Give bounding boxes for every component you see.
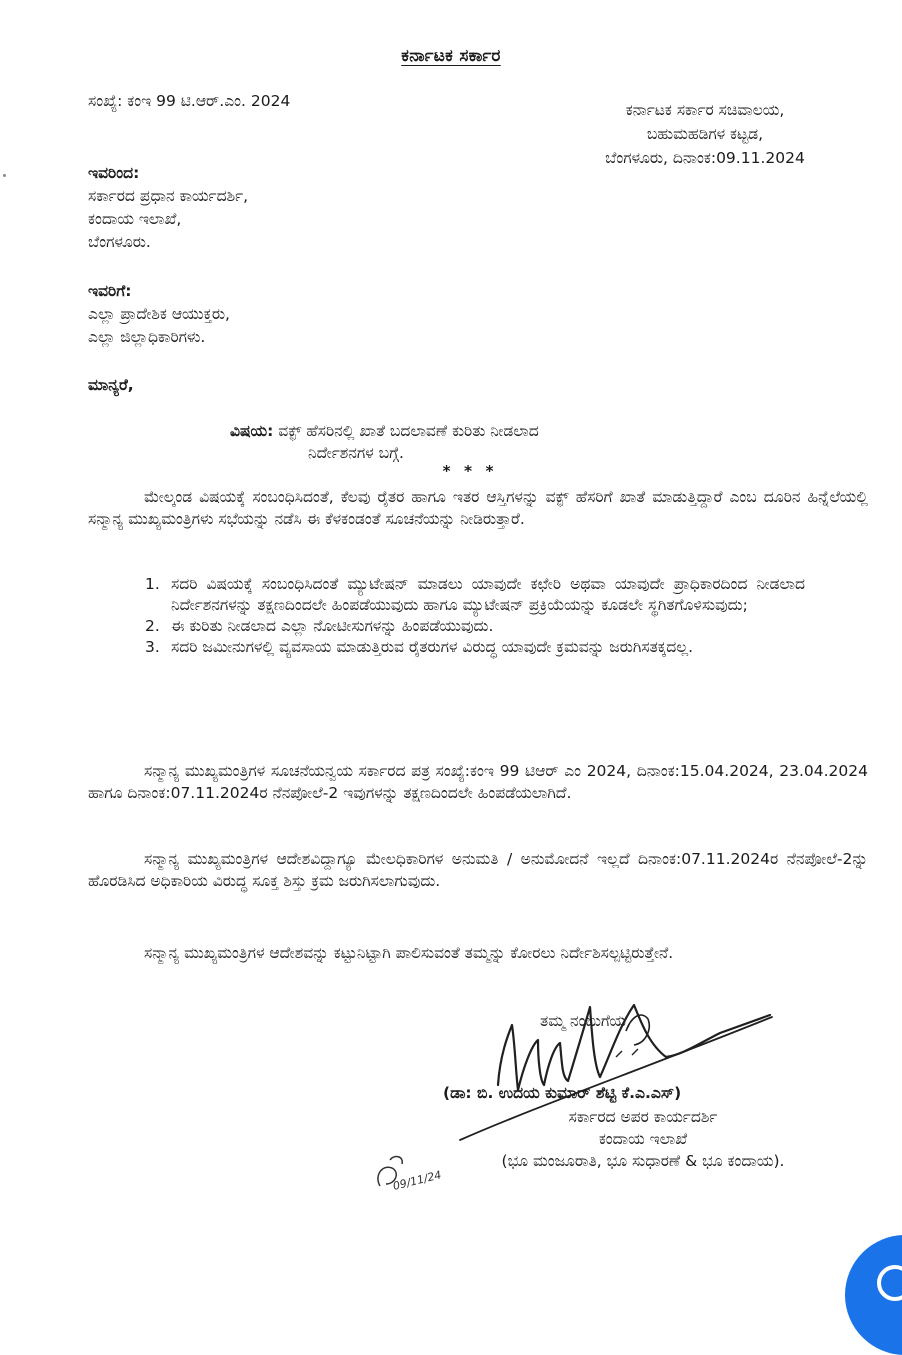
to-block	[88, 280, 230, 349]
designation-line: ಕಂದಾಯ ಇಲಾಖೆ	[598, 1130, 688, 1148]
list-item-text: ಸದರಿ ವಿಷಯಕ್ಕೆ ಸಂಬಂಧಿಸಿದಂತೆ ಮ್ಯುಟೇಷನ್ ಮಾಡಲು ಯಾವುದೇ ಕಛೇರಿ ಅಥವಾ ಯಾವುದೇ ಪ್ರಾಧಿಕಾರದಿಂದ ನೀಡಲಾದ ನಿರ್ದೇಶನಗಳನ್ನು ತಕ್ಷಣದಿಂದಲೇ ಹಿಂಪಡೆಯುವುದು ಹಾಗೂ ಮ್ಯುಟೇಷನ್ ಪ್ರಕ್ರಿಯೆಯನ್ನು ಕೂಡಲೇ ಸ್ಥಗಿತಗೊಳಿಸುವುದು;	[171, 575, 805, 614]
from-label: ಇವರಿಂದ:	[88, 164, 140, 182]
from-line: ಕಂದಾಯ ಇಲಾಖೆ,	[88, 210, 182, 228]
closing-text: ತಮ್ಮ ನಂಬುಗೆಯ,	[540, 1012, 631, 1030]
paragraph-text: ಸನ್ಮಾನ್ಯ ಮುಖ್ಯಮಂತ್ರಿಗಳ ಸೂಚನೆಯನ್ವಯ ಸರ್ಕಾರದ ಪತ್ರ ಸಂಖ್ಯೆ:ಕಂಇ 99 ಟಿಆರ್ ಎಂ 2024, ದಿನಾಂಕ:15.04.2024, 23.04.2024 ಹಾಗೂ ದಿನಾಂಕ:07.11.2024ರ ನೆನಪೋಲೆ-2 ಇವುಗಳನ್ನು ತಕ್ಷಣದಿಂದಲೇ ಹಿಂಪಡೆಯಲಾಗಿದೆ.	[88, 762, 868, 802]
list-item-number: 2.	[145, 617, 160, 635]
subject-line: ವಕ್ಫ್ ಹೆಸರಿನಲ್ಲಿ ಖಾತೆ ಬದಲಾವಣೆ ಕುರಿತು ನೀಡಲಾದ	[278, 422, 539, 440]
initials-date: 09/11/24	[391, 1168, 443, 1193]
designation-line: (ಭೂ ಮಂಜೂರಾತಿ, ಭೂ ಸುಧಾರಣೆ & ಭೂ ಕಂದಾಯ).	[501, 1152, 785, 1170]
search-icon	[877, 1265, 902, 1301]
signatory-designation	[443, 1106, 843, 1172]
to-line: ಎಲ್ಲಾ ಪ್ರಾದೇಶಿಕ ಆಯುಕ್ತರು,	[88, 305, 230, 323]
letter-heading: ಕರ್ನಾಟಕ ಸರ್ಕಾರ	[401, 46, 501, 66]
from-line: ಬೆಂಗಳೂರು.	[88, 233, 151, 251]
initials-mark	[370, 1148, 460, 1198]
list-item-text: ಸದರಿ ಜಮೀನುಗಳಲ್ಲಿ ವ್ಯವಸಾಯ ಮಾಡುತ್ತಿರುವ ರೈತರುಗಳ ವಿರುದ್ಧ ಯಾವುದೇ ಕ್ರಮವನ್ನು ಜರುಗಿಸತಕ್ಕದಲ್ಲ.	[171, 638, 694, 656]
to-line: ಎಲ್ಲಾ ಜಿಲ್ಲಾಧಿಕಾರಿಗಳು.	[88, 328, 206, 346]
list-item	[145, 616, 805, 637]
list-item-text: ಈ ಕುರಿತು ನೀಡಲಾದ ಎಲ್ಲಾ ನೋಟೀಸುಗಳನ್ನು ಹಿಂಪಡೆಯುವುದು.	[171, 617, 494, 635]
salutation: ಮಾನ್ಯರೆ,	[88, 376, 134, 394]
paragraph	[88, 942, 868, 964]
paragraph-text: ಸನ್ಮಾನ್ಯ ಮುಖ್ಯಮಂತ್ರಿಗಳ ಆದೇಶವಿದ್ದಾಗ್ಯೂ ಮೇಲಧಿಕಾರಿಗಳ ಅನುಮತಿ / ಅನುಮೋದನೆ ಇಲ್ಲದೆ ದಿನಾಂಕ:07.11.2024ರ ನೆನಪೋಲೆ-2ನ್ನು ಹೊರಡಿಸಿದ ಅಧಿಕಾರಿಯ ವಿರುದ್ಧ ಸೂಕ್ತ ಶಿಸ್ತು ಕ್ರಮ ಜರುಗಿಸಲಾಗುವುದು.	[88, 850, 868, 890]
subject-label: ವಿಷಯ:	[230, 422, 274, 440]
office-address-line: ಬಹುಮಹಡಿಗಳ ಕಟ್ಟಡ,	[646, 125, 764, 143]
margin-dot	[3, 174, 6, 177]
paragraph	[88, 848, 868, 892]
paragraph-text: ಮೇಲ್ಕಂಡ ವಿಷಯಕ್ಕೆ ಸಂಬಂಧಿಸಿದಂತೆ, ಕೆಲವು ರೈತರ ಹಾಗೂ ಇತರ ಆಸ್ತಿಗಳನ್ನು ವಕ್ಫ್ ಹೆಸರಿಗೆ ಖಾತೆ ಮಾಡುತ್ತಿದ್ದಾರೆ ಎಂಬ ದೂರಿನ ಹಿನ್ನೆಲೆಯಲ್ಲಿ ಸನ್ಮಾನ್ಯ ಮುಖ್ಯಮಂತ್ರಿಗಳು ಸಭೆಯನ್ನು ನಡೆಸಿ ಈ ಕೆಳಕಂಡಂತೆ ಸೂಚನೆಯನ್ನು ನೀಡಿರುತ್ತಾರೆ.	[88, 488, 868, 528]
list-item	[145, 574, 805, 616]
designation-line: ಸರ್ಕಾರದ ಅಪರ ಕಾರ್ಯದರ್ಶಿ	[568, 1108, 718, 1126]
paragraph	[88, 760, 868, 804]
reference-number: ಸಂಖ್ಯೆ: ಕಂಇ 99 ಟಿ.ಆರ್.ಎಂ. 2024	[88, 92, 291, 110]
list-item-number: 1.	[145, 575, 160, 593]
from-line: ಸರ್ಕಾರದ ಪ್ರಧಾನ ಕಾರ್ಯದರ್ಶಿ,	[88, 187, 249, 205]
separator: * * *	[442, 462, 498, 480]
list-item-number: 3.	[145, 638, 160, 656]
paragraph	[88, 486, 868, 530]
from-block	[88, 162, 248, 254]
list-item	[145, 637, 805, 658]
office-address	[540, 98, 870, 170]
paragraph-text: ಸನ್ಮಾನ್ಯ ಮುಖ್ಯಮಂತ್ರಿಗಳ ಆದೇಶವನ್ನು ಕಟ್ಟುನಿಟ್ಟಾಗಿ ಪಾಲಿಸುವಂತೆ ತಮ್ಮನ್ನು ಕೋರಲು ನಿರ್ದೇಶಿಸಲ್ಪಟ್ಟಿರುತ್ತೇನೆ.	[144, 944, 674, 962]
to-label: ಇವರಿಗೆ:	[88, 282, 132, 300]
subject-line: ನಿರ್ದೇಶನಗಳ ಬಗ್ಗೆ.	[308, 444, 404, 462]
floating-action-button[interactable]	[845, 1235, 902, 1355]
subject-block	[230, 420, 790, 464]
letter-date: ಬೆಂಗಳೂರು, ದಿನಾಂಕ:09.11.2024	[605, 149, 805, 167]
office-address-line: ಕರ್ನಾಟಕ ಸರ್ಕಾರ ಸಚಿವಾಲಯ,	[625, 101, 785, 119]
directions-list	[145, 574, 805, 658]
signatory-name: (ಡಾ: ಬಿ. ಉದಯ ಕುಮಾರ್ ಶೆಟ್ಟಿ ಕೆ.ಎ.ಎಸ್)	[443, 1084, 682, 1102]
